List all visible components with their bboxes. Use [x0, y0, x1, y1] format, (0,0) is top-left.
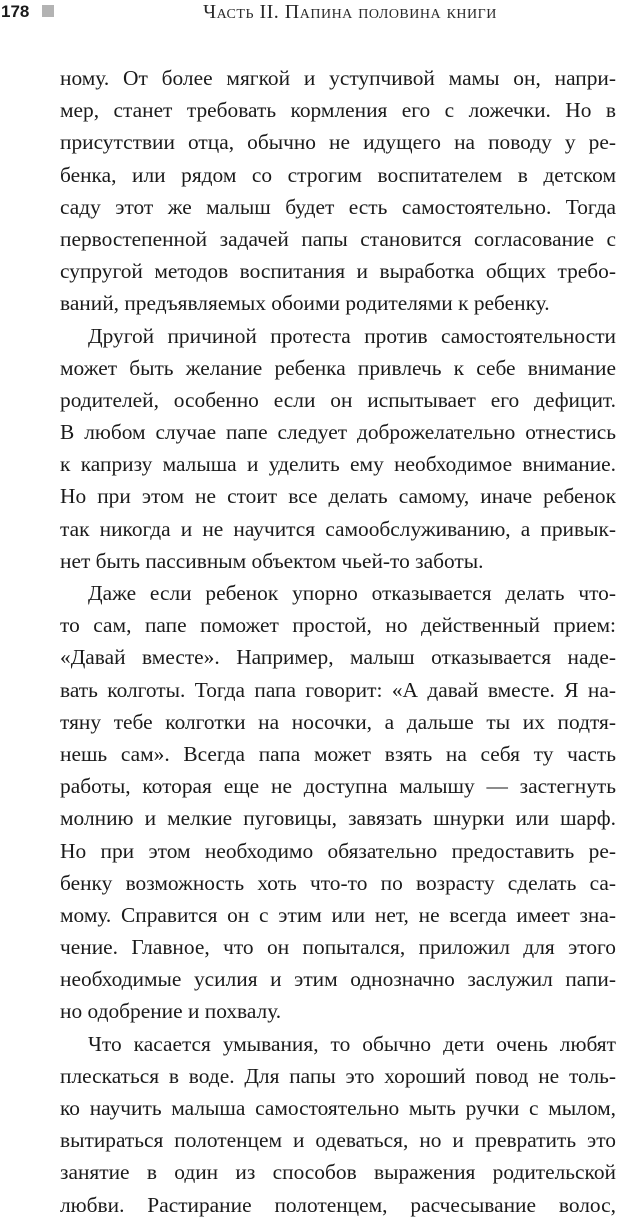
text-line: мому. Справится он с этим или нет, не всегда имеет зна- [60, 902, 616, 927]
text-line: супругой методов воспитания и выработка общих требо- [60, 259, 616, 284]
text-line: Но при этом не стоит все делать самому, иначе ребенок [60, 484, 616, 509]
text-line: бенку возможность хоть что-то по возрасту сделать са- [60, 870, 616, 895]
paragraph [60, 62, 616, 320]
page-number: 178 [1, 2, 30, 21]
text-line: плескаться в воде. Для папы это хороший повод не толь- [60, 1063, 616, 1088]
text-line: то сам, папе поможет простой, но действенный прием: [60, 613, 616, 638]
text-line: бенка, или рядом со строгим воспитателем в детском [60, 162, 616, 187]
text-line: Но при этом необходимо обязательно предоставить ре- [60, 838, 616, 863]
text-line: первостепенной задачей папы становится согласование с [60, 226, 616, 251]
text-line: родителей, особенно если он испытывает его дефицит. [60, 387, 616, 412]
text-line: присутствии отца, обычно не идущего на поводу у ре- [60, 130, 616, 155]
text-line: тяну тебе колготки на носочки, а дальше ты их подтя- [60, 709, 616, 734]
paragraph [60, 1028, 616, 1221]
paragraph [60, 577, 616, 1028]
text-line: вать колготы. Тогда папа говорит: «А давай вместе. Я на- [60, 677, 616, 702]
text-line: Даже если ребенок упорно отказывается делать что- [88, 581, 616, 605]
running-title: Часть II. Папина половина книги [203, 1, 497, 23]
text-line: так никогда и не научится самообслуживанию, а привык- [60, 516, 616, 541]
text-line: ваний, предъявляемых обоими родителями к ребенку. [60, 291, 550, 316]
text-line: необходимые усилия и этим однозначно заслужил папи- [60, 967, 616, 992]
body-text [60, 62, 616, 1221]
text-line: Что касается умывания, то обычно дети очень любят [88, 1031, 616, 1056]
text-line: может быть желание ребенка привлечь к себе внимание [60, 355, 616, 380]
text-line: любви. Растирание полотенцем, расчесывание волос, [60, 1192, 616, 1217]
text-line: к капризу малыша и уделить ему необходимое внимание. [60, 452, 616, 477]
text-line: ко научить малыша самостоятельно мыть ручки с мылом, [60, 1096, 616, 1120]
text-line: занятие в один из способов выражения родительской [60, 1160, 616, 1185]
text-line: работы, которая еще не доступна малышу — застегнуть [60, 774, 616, 799]
text-line: нешь сам». Всегда папа может взять на себя ту часть [60, 741, 616, 766]
text-line: но одобрение и похвалу. [60, 999, 282, 1024]
text-line: нет быть пассивным объектом чьей-то заботы. [60, 548, 484, 573]
text-line: саду этот же малыш будет есть самостоятельно. Тогда [60, 194, 616, 219]
text-line: молнию и мелкие пуговицы, завязать шнурки или шарф. [60, 806, 616, 831]
text-line: ному. От более мягкой и уступчивой мамы он, напри- [60, 66, 616, 90]
text-line: Другой причиной протеста против самостоятельности [88, 323, 616, 348]
text-line: В любом случае папе следует доброжелательно отнестись [60, 420, 616, 445]
gray-square-icon [42, 5, 54, 17]
paragraph [60, 320, 616, 578]
text-line: вытираться полотенцем и одеваться, но и превратить это [60, 1128, 616, 1153]
text-line: чение. Главное, что он попытался, приложил для этого [60, 935, 616, 960]
page-header [0, 0, 620, 30]
text-line: мер, станет требовать кормления его с ложечки. Но в [60, 98, 616, 123]
text-line: «Давай вместе». Например, малыш отказывается наде- [60, 645, 616, 670]
